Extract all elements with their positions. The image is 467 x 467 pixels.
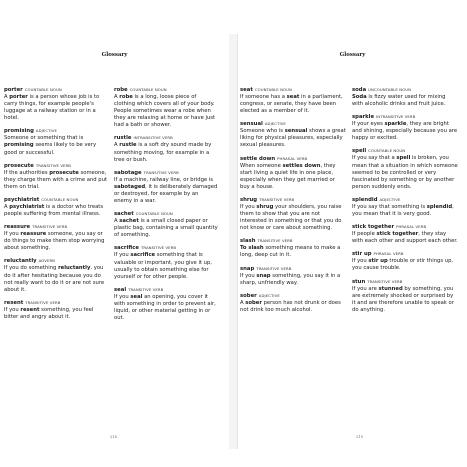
headword: sober xyxy=(240,292,257,299)
definition xyxy=(114,142,218,163)
definition-text: something means to make a long, deep cut in it. xyxy=(240,245,341,259)
part-of-speech: TRANSITIVE VERB xyxy=(25,299,61,305)
definition xyxy=(240,273,346,287)
part-of-speech: TRANSITIVE VERB xyxy=(128,286,164,292)
definition xyxy=(352,121,458,142)
part-of-speech: ADJECTIVE xyxy=(264,121,286,127)
glossary-column-2 xyxy=(114,86,224,327)
headword: sensual xyxy=(240,121,263,128)
glossary-entry xyxy=(352,113,458,142)
definition-text: If you xyxy=(4,231,21,238)
headword: robe xyxy=(114,87,128,93)
glossary-entry xyxy=(352,147,458,190)
glossary-entry xyxy=(240,237,346,259)
page-number-right: 219 xyxy=(356,435,363,439)
definition-text: , you do it after hesitating because you do not really want to do it or are not sure about it. xyxy=(4,265,105,293)
part-of-speech: COUNTABLE NOUN xyxy=(41,196,79,202)
part-of-speech: UNCOUNTABLE NOUN xyxy=(368,87,412,92)
part-of-speech: TRANSITIVE VERB xyxy=(35,162,71,168)
definition xyxy=(352,286,458,314)
glossary-entry xyxy=(114,244,218,280)
definition xyxy=(4,231,108,252)
definition xyxy=(352,231,458,245)
definition-text: If people xyxy=(352,231,377,238)
definition-text: , they stay with each other and support each other. xyxy=(352,231,458,245)
glossary-entry xyxy=(4,162,108,191)
definition-term: snap xyxy=(256,272,271,279)
definition xyxy=(240,245,346,259)
glossary-entry xyxy=(4,196,108,218)
definition-text: If the authorities xyxy=(4,169,50,176)
part-of-speech: INTRANSITIVE VERB xyxy=(133,135,173,141)
entry-headline xyxy=(240,155,346,163)
definition-term: porter xyxy=(9,94,28,100)
part-of-speech: ADJECTIVE xyxy=(258,292,280,298)
entry-headline xyxy=(240,292,346,300)
headword: sacrifice xyxy=(114,245,139,252)
definition-term: shrug xyxy=(256,203,274,210)
entry-headline xyxy=(4,257,108,265)
part-of-speech: COUNTABLE NOUN xyxy=(129,87,167,92)
entry-headline xyxy=(4,86,108,94)
glossary-entry xyxy=(114,134,218,163)
definition-term: stunned xyxy=(378,285,403,292)
part-of-speech: TRANSITIVE VERB xyxy=(143,169,179,175)
entry-headline xyxy=(352,250,458,258)
glossary-entry xyxy=(352,250,458,272)
headword: slash xyxy=(240,238,256,245)
definition-text: something, you feel bitter and angry about it. xyxy=(4,306,94,320)
glossary-entry xyxy=(4,299,108,321)
page-number-left: 218 xyxy=(110,435,117,439)
definition-text: If you xyxy=(114,252,131,259)
definition-text: A xyxy=(240,299,246,306)
entry-headline xyxy=(352,147,458,155)
part-of-speech: ADVERB xyxy=(38,258,55,264)
glossary-entry xyxy=(4,223,108,252)
definition-text: If you xyxy=(240,272,257,279)
entry-headline xyxy=(352,113,458,121)
glossary-entry xyxy=(352,196,458,218)
headword: stick together xyxy=(352,224,395,231)
definition-text: in a parliament, congress, or senate, they have been elected as a member of it. xyxy=(240,94,343,115)
right-page-columns xyxy=(240,86,464,319)
definition-term: sabotaged xyxy=(114,183,146,190)
glossary-entry xyxy=(352,223,458,245)
definition-text: seems likely to be very good or successful. xyxy=(4,142,97,156)
entry-headline xyxy=(240,265,346,273)
definition-term: splendid xyxy=(426,203,453,210)
definition xyxy=(4,265,108,293)
entry-headline xyxy=(4,127,108,135)
definition-term: sparkle xyxy=(384,121,407,128)
definition-text: If you do something xyxy=(4,265,59,272)
headword: stun xyxy=(352,278,366,285)
definition-text: is a long, loose piece of clothing which covers all of your body. People sometimes wear a robe when they are relaxing at home or have just had a bath or shower. xyxy=(114,94,216,129)
definition xyxy=(114,218,218,239)
left-page xyxy=(0,34,229,449)
definition-text: something, you say it in a sharp, unfriendly way. xyxy=(240,272,341,286)
glossary-entry xyxy=(4,86,108,122)
entry-headline xyxy=(114,210,218,218)
entry-headline xyxy=(240,86,346,94)
entry-headline xyxy=(240,237,346,245)
definition-term: promising xyxy=(4,142,34,149)
glossary-entry xyxy=(114,286,218,322)
definition xyxy=(352,204,458,218)
definition-term: stir up xyxy=(368,258,388,265)
definition-term: stick together xyxy=(376,231,419,238)
definition xyxy=(114,252,218,280)
left-page-columns xyxy=(4,86,224,327)
definition-text: is a doctor who treats people suffering from mental illness. xyxy=(4,203,104,218)
headword: spell xyxy=(352,148,367,155)
part-of-speech: TRANSITIVE VERB xyxy=(140,245,177,251)
part-of-speech: TRANSITIVE VERB xyxy=(259,196,295,202)
part-of-speech: INTRANSITIVE VERB xyxy=(376,114,416,120)
entry-headline xyxy=(240,196,346,204)
glossary-entry xyxy=(240,120,346,149)
part-of-speech: PHRASAL VERB xyxy=(277,155,308,161)
definition-term: reluctantly xyxy=(58,265,91,272)
headword: psychiatrist xyxy=(4,196,40,203)
definition-text: , it is deliberately damaged or destroyed, for example by an enemy in a war. xyxy=(114,183,218,205)
definition-term: spell xyxy=(396,155,411,162)
entry-headline xyxy=(352,223,458,231)
definition-text: trouble or stir things up, you cause trouble. xyxy=(352,258,454,272)
definition-text: If you xyxy=(352,258,369,265)
headword: splendid xyxy=(352,196,378,203)
definition-text: is broken, you mean that a situation in which someone seemed to be controlled or very fascinated by something or by another person suddenly ends. xyxy=(352,155,458,190)
definition-term: reassure xyxy=(20,231,47,238)
entry-headline xyxy=(4,223,108,231)
entry-headline xyxy=(4,162,108,170)
headword: snap xyxy=(240,265,255,272)
headword: shrug xyxy=(240,196,258,203)
definition-term: sacrifice xyxy=(130,252,156,259)
entry-headline xyxy=(114,286,218,294)
definition-text: is a soft dry sound made by something moving, for example in a tree or bush. xyxy=(114,142,212,163)
glossary-entry xyxy=(240,86,346,115)
definition-text: someone, they charge them with a crime and put them on trial. xyxy=(4,169,107,190)
definition-text: If you xyxy=(4,306,21,313)
definition-text: A xyxy=(114,142,120,149)
definition-text: by something, you are extremely shocked or surprised by it and are therefore unable to speak or do anything. xyxy=(352,285,454,313)
part-of-speech: COUNTABLE NOUN xyxy=(135,211,173,217)
definition-text: person has not drunk or does not drink too much alcohol. xyxy=(240,299,341,313)
entry-headline xyxy=(114,169,218,177)
definition-text: an opening, you cover it with something in order to prevent air, liquid, or other material getting in or out. xyxy=(114,293,216,322)
definition-text: is a person whose job is to carry things, for example people's luggage at a railway station or in a hotel. xyxy=(4,94,100,122)
definition-text: your shoulders, you raise them to show that you are not interested in something or that you do not know or care about something. xyxy=(240,203,342,232)
part-of-speech: TRANSITIVE VERB xyxy=(32,224,68,230)
part-of-speech: COUNTABLE NOUN xyxy=(368,148,406,154)
glossary-entry xyxy=(4,257,108,293)
headword: sparkle xyxy=(352,114,375,121)
definition-text: A xyxy=(114,94,120,100)
definition xyxy=(4,94,108,122)
definition-term: rustle xyxy=(119,142,137,149)
definition xyxy=(352,258,458,272)
part-of-speech: TRANSITIVE VERB xyxy=(367,278,403,284)
definition-term: robe xyxy=(119,94,133,100)
headword: settle down xyxy=(240,155,276,162)
glossary-entry xyxy=(114,210,218,239)
definition xyxy=(240,128,346,149)
definition-text: If a machine, railway line, or bridge is xyxy=(114,176,213,183)
entry-headline xyxy=(240,120,346,128)
definition xyxy=(240,163,346,191)
entry-headline xyxy=(352,278,458,286)
glossary-entry xyxy=(114,86,218,129)
definition-text: Someone who is xyxy=(240,128,285,135)
glossary-entry xyxy=(240,265,346,287)
definition-text: If you are xyxy=(352,285,379,292)
definition-text: When someone xyxy=(240,162,283,169)
definition-term: sachet xyxy=(119,218,139,225)
definition-text: shows a great liking for physical pleasures, especially sexual pleasures. xyxy=(240,128,346,149)
definition-term: prosecute xyxy=(49,169,79,176)
definition-term: settles down xyxy=(282,162,321,169)
part-of-speech: ADJECTIVE xyxy=(379,196,401,202)
part-of-speech: PHRASAL VERB xyxy=(373,251,404,257)
glossary-entry xyxy=(352,278,458,314)
definition xyxy=(114,294,218,322)
headword: seal xyxy=(114,286,127,293)
glossary-column-1 xyxy=(4,86,114,327)
part-of-speech: PHRASAL VERB xyxy=(396,224,427,230)
glossary-entry xyxy=(114,169,218,205)
glossary-entry xyxy=(4,127,108,156)
entry-headline xyxy=(114,134,218,142)
definition xyxy=(4,135,108,156)
definition-text: If you xyxy=(114,293,131,300)
glossary-entry xyxy=(240,155,346,191)
definition-text: , you mean that it is very good. xyxy=(352,203,454,218)
headword: seat xyxy=(240,87,253,93)
glossary-entry xyxy=(240,196,346,232)
headword: porter xyxy=(4,87,23,93)
headword: reassure xyxy=(4,224,31,231)
book-gutter xyxy=(229,34,237,449)
definition-term: seal xyxy=(130,293,143,300)
part-of-speech: TRANSITIVE VERB xyxy=(256,265,292,271)
page-header-left: Glossary xyxy=(101,52,128,58)
part-of-speech: TRANSITIVE VERB xyxy=(257,238,293,244)
definition-text: If your eyes xyxy=(352,121,385,128)
entry-headline xyxy=(4,196,108,204)
definition-text: Someone or something that is xyxy=(4,135,84,142)
entry-headline xyxy=(4,299,108,307)
entry-headline xyxy=(352,196,458,204)
definition xyxy=(240,94,346,115)
headword: soda xyxy=(352,87,367,93)
glossary-column-4 xyxy=(352,86,464,319)
definition-term: sober xyxy=(245,299,262,306)
definition-text: If you xyxy=(240,203,257,210)
definition-term: resent xyxy=(20,306,40,313)
definition-text: is a small closed paper or plastic bag, containing a small quantity of something. xyxy=(114,218,218,239)
definition-text: , they start living a quiet life in one place, especially when they get married or buy a house. xyxy=(240,162,336,190)
headword: prosecute xyxy=(4,162,34,169)
entry-headline xyxy=(352,86,458,94)
glossary-entry xyxy=(352,86,458,108)
definition xyxy=(4,204,108,218)
glossary-entry xyxy=(240,292,346,314)
headword: promising xyxy=(4,128,34,135)
definition-text: If you say that something is xyxy=(352,203,427,210)
definition xyxy=(4,170,108,191)
definition xyxy=(352,155,458,190)
part-of-speech: COUNTABLE NOUN xyxy=(24,87,62,92)
definition xyxy=(114,94,218,129)
definition-term: Soda xyxy=(352,94,367,100)
entry-headline xyxy=(114,86,218,94)
definition-text: A xyxy=(4,203,10,210)
glossary-column-3 xyxy=(240,86,352,319)
definition-text: is fizzy water used for mixing with alcoholic drinks and fruit juice. xyxy=(352,94,446,108)
headword: reluctantly xyxy=(4,258,37,265)
definition xyxy=(240,300,346,314)
definition xyxy=(240,204,346,232)
right-page xyxy=(237,34,467,449)
entry-headline xyxy=(114,244,218,252)
definition-text: A xyxy=(114,218,120,225)
headword: sabotage xyxy=(114,169,142,176)
definition-text: A xyxy=(4,94,10,100)
definition-term: To slash xyxy=(240,245,264,252)
definition-text: someone, you say or do things to make them stop worrying about something. xyxy=(4,231,105,252)
headword: resent xyxy=(4,299,24,306)
page-header-right: Glossary xyxy=(339,52,366,58)
headword: rustle xyxy=(114,135,132,142)
definition xyxy=(352,94,458,108)
definition xyxy=(4,307,108,321)
definition-term: seat xyxy=(286,94,300,100)
headword: stir up xyxy=(352,251,372,258)
headword: sachet xyxy=(114,211,134,218)
part-of-speech: ADJECTIVE xyxy=(35,128,57,134)
definition-text: If you say that a xyxy=(352,155,397,162)
definition-term: psychiatrist xyxy=(9,203,45,210)
definition-text: something that is valuable or important, you give it up, usually to obtain something else for yourself or for other people. xyxy=(114,252,212,280)
definition-term: sensual xyxy=(284,128,308,135)
part-of-speech: COUNTABLE NOUN xyxy=(254,87,292,92)
definition xyxy=(114,177,218,205)
definition-text: If someone has a xyxy=(240,94,287,100)
definition-text: , they are bright and shining, especially because you are happy or excited. xyxy=(352,121,458,142)
